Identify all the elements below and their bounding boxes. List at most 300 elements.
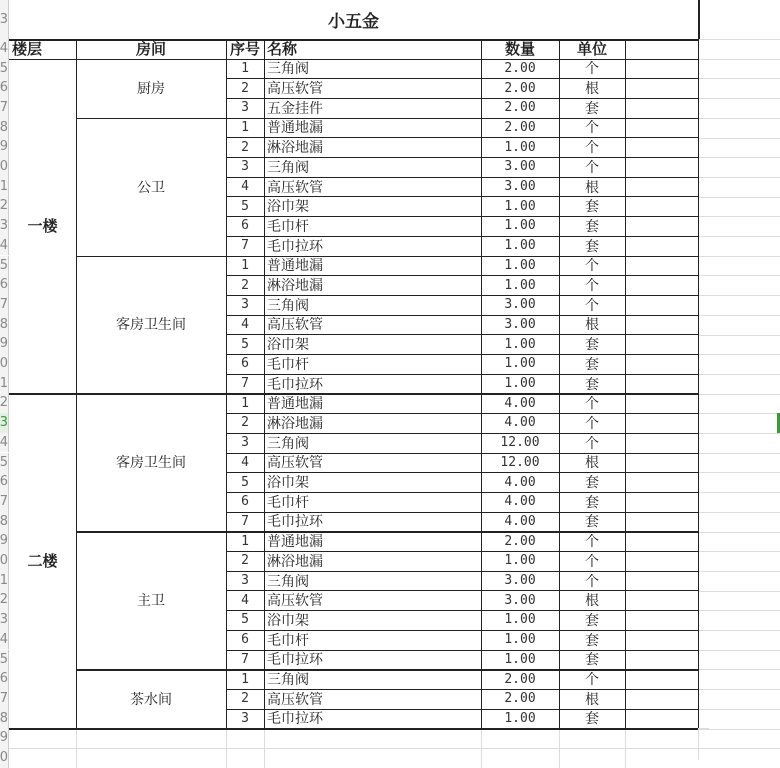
item-qty[interactable]: 4.00 xyxy=(504,513,536,529)
item-unit[interactable]: 根 xyxy=(585,179,599,196)
cell-border xyxy=(226,216,698,217)
item-qty[interactable]: 2.00 xyxy=(504,533,536,549)
item-name[interactable]: 淋浴地漏 xyxy=(267,278,323,295)
item-blank[interactable] xyxy=(625,393,698,413)
item-blank[interactable] xyxy=(625,630,698,650)
item-seq[interactable]: 2 xyxy=(241,277,249,293)
gridline xyxy=(9,748,709,749)
gridline xyxy=(698,98,780,99)
item-qty[interactable]: 3.00 xyxy=(504,297,536,313)
cell-border xyxy=(226,236,698,237)
item-qty[interactable]: 4.00 xyxy=(504,494,536,510)
item-blank[interactable] xyxy=(625,275,698,295)
cell-border xyxy=(226,137,698,138)
gridline xyxy=(559,728,560,768)
room-name[interactable]: 茶水间 xyxy=(130,691,172,708)
item-unit[interactable]: 根 xyxy=(585,81,599,98)
item-blank[interactable] xyxy=(625,453,698,473)
item-qty[interactable]: 4.00 xyxy=(504,474,536,490)
item-qty[interactable]: 12.00 xyxy=(500,454,540,470)
item-seq[interactable]: 7 xyxy=(241,238,249,254)
item-blank[interactable] xyxy=(625,78,698,98)
item-blank[interactable] xyxy=(625,433,698,453)
row-number[interactable]: 7 xyxy=(0,689,9,709)
row-number[interactable]: 4 xyxy=(0,236,9,256)
item-name[interactable]: 普通地漏 xyxy=(267,258,323,275)
room-name[interactable]: 厨房 xyxy=(137,81,165,98)
item-name[interactable]: 高压软管 xyxy=(267,81,323,98)
item-name[interactable]: 毛巾拉环 xyxy=(267,711,323,728)
cell-border xyxy=(226,630,698,631)
gridline xyxy=(698,354,780,355)
row-number[interactable]: 2 xyxy=(0,196,9,216)
item-seq[interactable]: 4 xyxy=(241,592,249,608)
item-qty[interactable]: 2.00 xyxy=(504,671,536,687)
room-border xyxy=(76,118,698,120)
gridline xyxy=(698,453,780,454)
col-border xyxy=(559,39,560,728)
cell-border xyxy=(226,334,698,335)
item-unit[interactable]: 个 xyxy=(585,159,599,176)
item-name[interactable]: 普通地漏 xyxy=(267,534,323,551)
item-qty[interactable]: 1.00 xyxy=(504,376,536,392)
room-border xyxy=(76,256,698,258)
item-name[interactable]: 浴巾架 xyxy=(267,199,309,216)
row-number[interactable]: 6 xyxy=(0,78,9,98)
header-room[interactable]: 房间 xyxy=(135,40,166,59)
row-number[interactable]: 7 xyxy=(0,98,9,118)
row-number[interactable]: 5 xyxy=(0,59,9,79)
item-name[interactable]: 毛巾拉环 xyxy=(267,238,323,255)
item-blank[interactable] xyxy=(625,374,698,394)
item-blank[interactable] xyxy=(625,610,698,630)
cell-border xyxy=(226,98,698,99)
header-blank[interactable] xyxy=(625,39,698,59)
row-number[interactable]: 4 xyxy=(0,39,9,59)
gridline xyxy=(698,335,780,336)
item-name[interactable]: 淋浴地漏 xyxy=(267,140,323,157)
gridline xyxy=(226,728,227,768)
gridline xyxy=(698,748,780,749)
row-number[interactable]: 9 xyxy=(0,137,9,157)
item-qty[interactable]: 3.00 xyxy=(504,573,536,589)
item-name[interactable]: 五金挂件 xyxy=(267,100,323,117)
item-name[interactable]: 三角阀 xyxy=(267,435,309,452)
item-unit[interactable]: 套 xyxy=(585,475,599,492)
gridline xyxy=(76,728,77,768)
item-blank[interactable] xyxy=(625,669,698,689)
row-number[interactable]: 5 xyxy=(0,650,9,670)
gridline xyxy=(698,512,780,513)
item-blank[interactable] xyxy=(625,137,698,157)
item-qty[interactable]: 1.00 xyxy=(504,218,536,234)
gridline xyxy=(698,689,780,690)
gridline xyxy=(698,729,780,730)
gridline xyxy=(698,177,780,178)
gridline xyxy=(698,59,780,60)
floor-name[interactable]: 二楼 xyxy=(27,552,58,571)
header-qty[interactable]: 数量 xyxy=(504,40,535,59)
row-number[interactable]: 1 xyxy=(0,374,9,394)
item-qty[interactable]: 3.00 xyxy=(504,159,536,175)
item-name[interactable]: 高压软管 xyxy=(267,691,323,708)
gridline xyxy=(698,669,780,670)
header-floor[interactable]: 楼层 xyxy=(12,40,43,59)
gridline xyxy=(698,256,780,257)
item-blank[interactable] xyxy=(625,216,698,236)
gridline xyxy=(698,610,780,611)
gridline xyxy=(698,216,780,217)
row-number[interactable]: 3 xyxy=(0,0,9,39)
item-blank[interactable] xyxy=(625,295,698,315)
item-seq[interactable]: 6 xyxy=(241,632,249,648)
gridline xyxy=(698,394,780,395)
row-number[interactable]: 9 xyxy=(0,334,9,354)
gridline xyxy=(698,433,780,434)
row-number[interactable]: 6 xyxy=(0,669,9,689)
cell-border xyxy=(226,610,698,611)
floor-name[interactable]: 一楼 xyxy=(27,217,58,236)
item-seq[interactable]: 1 xyxy=(241,671,249,687)
item-seq[interactable]: 3 xyxy=(241,435,249,451)
gridline xyxy=(698,709,780,710)
item-qty[interactable]: 1.00 xyxy=(504,139,536,155)
gridline xyxy=(698,138,780,139)
item-name[interactable]: 浴巾架 xyxy=(267,612,309,629)
item-qty[interactable]: 1.00 xyxy=(504,612,536,628)
item-blank[interactable] xyxy=(625,98,698,118)
item-seq[interactable]: 7 xyxy=(241,513,249,529)
item-unit[interactable]: 套 xyxy=(585,612,599,629)
item-qty[interactable]: 2.00 xyxy=(504,80,536,96)
item-unit[interactable]: 根 xyxy=(585,593,599,610)
row-number[interactable]: 3 xyxy=(0,216,9,236)
item-name[interactable]: 高压软管 xyxy=(267,593,323,610)
room-name[interactable]: 客房卫生间 xyxy=(116,455,186,472)
gridline xyxy=(264,728,265,768)
item-seq[interactable]: 2 xyxy=(241,139,249,155)
item-blank[interactable] xyxy=(625,531,698,551)
row-number[interactable]: 6 xyxy=(0,275,9,295)
item-qty[interactable]: 1.00 xyxy=(504,710,536,726)
gridline xyxy=(698,374,780,375)
gridline xyxy=(698,591,780,592)
item-blank[interactable] xyxy=(625,413,698,433)
item-name[interactable]: 三角阀 xyxy=(267,573,309,590)
gridline xyxy=(698,295,780,296)
row-number[interactable]: 8 xyxy=(0,709,9,729)
item-qty[interactable]: 12.00 xyxy=(500,435,540,451)
row-number[interactable]: 8 xyxy=(0,118,9,138)
item-seq[interactable]: 3 xyxy=(241,573,249,589)
item-blank[interactable] xyxy=(625,236,698,256)
item-blank[interactable] xyxy=(625,571,698,591)
item-unit[interactable]: 套 xyxy=(585,356,599,373)
item-blank[interactable] xyxy=(625,492,698,512)
cell-border xyxy=(226,512,698,513)
item-qty[interactable]: 3.00 xyxy=(504,316,536,332)
cell-border xyxy=(226,650,698,651)
item-seq[interactable]: 6 xyxy=(241,356,249,372)
item-blank[interactable] xyxy=(625,472,698,492)
item-name[interactable]: 浴巾架 xyxy=(267,337,309,354)
item-unit[interactable]: 根 xyxy=(585,317,599,334)
item-seq[interactable]: 5 xyxy=(241,336,249,352)
item-seq[interactable]: 2 xyxy=(241,80,249,96)
room-name[interactable]: 主卫 xyxy=(137,593,165,610)
gridline xyxy=(625,728,626,768)
item-name[interactable]: 淋浴地漏 xyxy=(267,553,323,570)
room-border xyxy=(76,531,698,533)
item-name[interactable]: 毛巾杆 xyxy=(267,218,309,235)
border xyxy=(9,39,698,41)
item-seq[interactable]: 6 xyxy=(241,494,249,510)
cell-border xyxy=(226,709,698,710)
item-seq[interactable]: 1 xyxy=(241,533,249,549)
item-unit[interactable]: 个 xyxy=(585,120,599,137)
item-name[interactable]: 淋浴地漏 xyxy=(267,415,323,432)
cell-border xyxy=(226,374,698,375)
row-number[interactable]: 2 xyxy=(0,590,9,610)
gridline xyxy=(698,532,780,533)
cell-border xyxy=(226,413,698,414)
col-border xyxy=(698,0,700,39)
item-unit[interactable]: 套 xyxy=(585,376,599,393)
cell-border xyxy=(226,157,698,158)
gridline xyxy=(698,492,780,493)
item-unit[interactable]: 套 xyxy=(585,337,599,354)
item-name[interactable]: 毛巾杆 xyxy=(267,356,309,373)
item-seq[interactable]: 2 xyxy=(241,415,249,431)
gridline xyxy=(698,571,780,572)
item-unit[interactable]: 套 xyxy=(585,218,599,235)
item-qty[interactable]: 2.00 xyxy=(504,691,536,707)
item-seq[interactable]: 3 xyxy=(241,100,249,116)
row-number[interactable]: 4 xyxy=(0,630,9,650)
gridline xyxy=(698,650,780,651)
item-blank[interactable] xyxy=(625,689,698,709)
item-unit[interactable]: 套 xyxy=(585,100,599,117)
cell-border xyxy=(226,453,698,454)
row-number[interactable]: 2 xyxy=(0,393,9,413)
row-number[interactable]: 3 xyxy=(0,610,9,630)
item-unit[interactable]: 个 xyxy=(585,573,599,590)
item-blank[interactable] xyxy=(625,354,698,374)
row-number[interactable]: 1 xyxy=(0,571,9,591)
item-blank[interactable] xyxy=(625,590,698,610)
item-unit[interactable]: 套 xyxy=(585,652,599,669)
gridline xyxy=(698,118,780,119)
row-number[interactable]: 8 xyxy=(0,315,9,335)
item-seq[interactable]: 7 xyxy=(241,651,249,667)
item-name[interactable]: 高压软管 xyxy=(267,455,323,472)
row-number[interactable]: 7 xyxy=(0,295,9,315)
cell-border xyxy=(226,551,698,552)
row-number[interactable]: 7 xyxy=(0,492,9,512)
item-seq[interactable]: 4 xyxy=(241,179,249,195)
row-number[interactable]: 5 xyxy=(0,256,9,276)
item-qty[interactable]: 2.00 xyxy=(504,119,536,135)
item-name[interactable]: 毛巾杆 xyxy=(267,494,309,511)
col-border xyxy=(698,39,699,728)
item-unit[interactable]: 个 xyxy=(585,553,599,570)
item-unit[interactable]: 个 xyxy=(585,415,599,432)
item-name[interactable]: 毛巾拉环 xyxy=(267,652,323,669)
item-seq[interactable]: 3 xyxy=(241,297,249,313)
cell-border xyxy=(226,472,698,473)
item-blank[interactable] xyxy=(625,512,698,532)
item-unit[interactable]: 个 xyxy=(585,297,599,314)
item-blank[interactable] xyxy=(625,650,698,670)
border xyxy=(9,728,698,730)
item-unit[interactable]: 个 xyxy=(585,672,599,689)
row-number[interactable]: 5 xyxy=(0,453,9,473)
item-seq[interactable]: 5 xyxy=(241,612,249,628)
item-name[interactable]: 高压软管 xyxy=(267,317,323,334)
item-qty[interactable]: 4.00 xyxy=(504,395,536,411)
floor-border xyxy=(9,59,76,61)
gridline xyxy=(698,236,780,237)
cell-border xyxy=(226,315,698,316)
item-qty[interactable]: 2.00 xyxy=(504,100,536,116)
item-seq[interactable]: 5 xyxy=(241,474,249,490)
item-name[interactable]: 三角阀 xyxy=(267,297,309,314)
item-qty[interactable]: 2.00 xyxy=(504,60,536,76)
item-seq[interactable]: 7 xyxy=(241,376,249,392)
room-border xyxy=(76,393,698,395)
row-number[interactable]: 9 xyxy=(0,728,9,748)
cell-border xyxy=(226,354,698,355)
item-seq[interactable]: 3 xyxy=(241,159,249,175)
gridline xyxy=(698,78,780,79)
item-seq[interactable]: 3 xyxy=(241,710,249,726)
cell-border xyxy=(226,492,698,493)
item-blank[interactable] xyxy=(625,118,698,138)
item-seq[interactable]: 4 xyxy=(241,316,249,332)
cell-border xyxy=(226,433,698,434)
item-qty[interactable]: 1.00 xyxy=(504,336,536,352)
cell-border xyxy=(226,275,698,276)
item-name[interactable]: 毛巾杆 xyxy=(267,632,309,649)
item-blank[interactable] xyxy=(625,334,698,354)
room-name[interactable]: 客房卫生间 xyxy=(116,317,186,334)
item-qty[interactable]: 1.00 xyxy=(504,651,536,667)
item-unit[interactable]: 根 xyxy=(585,691,599,708)
row-number[interactable]: 0 xyxy=(0,157,9,177)
item-blank[interactable] xyxy=(625,196,698,216)
item-blank[interactable] xyxy=(625,709,698,729)
item-qty[interactable]: 4.00 xyxy=(504,415,536,431)
header-seq[interactable]: 序号 xyxy=(229,40,260,59)
item-seq[interactable]: 1 xyxy=(241,257,249,273)
item-name[interactable]: 浴巾架 xyxy=(267,475,309,492)
row-number[interactable]: 4 xyxy=(0,433,9,453)
row-number[interactable]: 6 xyxy=(0,472,9,492)
col-border xyxy=(625,39,626,728)
room-name[interactable]: 公卫 xyxy=(137,179,165,196)
row-number[interactable]: 0 xyxy=(0,748,9,768)
item-unit[interactable]: 个 xyxy=(585,534,599,551)
item-name[interactable]: 高压软管 xyxy=(267,179,323,196)
item-seq[interactable]: 1 xyxy=(241,395,249,411)
item-unit[interactable]: 个 xyxy=(585,278,599,295)
cell-border xyxy=(226,689,698,690)
item-unit[interactable]: 个 xyxy=(585,140,599,157)
item-seq[interactable]: 1 xyxy=(241,60,249,76)
item-name[interactable]: 三角阀 xyxy=(267,159,309,176)
item-unit[interactable]: 套 xyxy=(585,711,599,728)
item-unit[interactable]: 个 xyxy=(585,258,599,275)
row-number[interactable]: 3 xyxy=(0,413,9,433)
row-number[interactable]: 0 xyxy=(0,551,9,571)
item-name[interactable]: 普通地漏 xyxy=(267,396,323,413)
col-border xyxy=(226,39,227,728)
item-seq[interactable]: 1 xyxy=(241,119,249,135)
item-name[interactable]: 毛巾拉环 xyxy=(267,376,323,393)
item-blank[interactable] xyxy=(625,551,698,571)
item-unit[interactable]: 个 xyxy=(585,61,599,78)
gridline xyxy=(698,39,780,40)
item-qty[interactable]: 1.00 xyxy=(504,632,536,648)
item-unit[interactable]: 套 xyxy=(585,238,599,255)
gridline xyxy=(698,315,780,316)
item-qty[interactable]: 1.00 xyxy=(504,238,536,254)
item-unit[interactable]: 根 xyxy=(585,455,599,472)
item-blank[interactable] xyxy=(625,315,698,335)
room-border xyxy=(76,59,698,61)
item-qty[interactable]: 3.00 xyxy=(504,179,536,195)
cell-border xyxy=(226,196,698,197)
item-blank[interactable] xyxy=(625,177,698,197)
item-seq[interactable]: 2 xyxy=(241,691,249,707)
header-unit[interactable]: 单位 xyxy=(576,40,607,59)
gridline xyxy=(698,551,780,552)
row-number[interactable]: 9 xyxy=(0,531,9,551)
item-qty[interactable]: 1.00 xyxy=(504,277,536,293)
item-qty[interactable]: 1.00 xyxy=(504,198,536,214)
item-unit[interactable]: 套 xyxy=(585,632,599,649)
row-number[interactable]: 1 xyxy=(0,177,9,197)
header-name[interactable]: 名称 xyxy=(267,40,298,59)
row-number[interactable]: 8 xyxy=(0,512,9,532)
item-seq[interactable]: 4 xyxy=(241,454,249,470)
item-unit[interactable]: 套 xyxy=(585,514,599,531)
item-blank[interactable] xyxy=(625,59,698,79)
item-name[interactable]: 三角阀 xyxy=(267,61,309,78)
item-blank[interactable] xyxy=(625,157,698,177)
item-name[interactable]: 三角阀 xyxy=(267,672,309,689)
item-name[interactable]: 普通地漏 xyxy=(267,120,323,137)
sheet-title[interactable]: 小五金 xyxy=(328,12,379,32)
row-number[interactable]: 0 xyxy=(0,354,9,374)
item-qty[interactable]: 1.00 xyxy=(504,257,536,273)
item-qty[interactable]: 1.00 xyxy=(504,356,536,372)
item-unit[interactable]: 个 xyxy=(585,435,599,452)
item-unit[interactable]: 套 xyxy=(585,199,599,216)
floor-border xyxy=(9,393,76,395)
item-qty[interactable]: 1.00 xyxy=(504,553,536,569)
item-seq[interactable]: 6 xyxy=(241,218,249,234)
gridline xyxy=(698,275,780,276)
item-unit[interactable]: 个 xyxy=(585,396,599,413)
item-blank[interactable] xyxy=(625,256,698,276)
item-qty[interactable]: 3.00 xyxy=(504,592,536,608)
item-seq[interactable]: 5 xyxy=(241,198,249,214)
item-seq[interactable]: 2 xyxy=(241,553,249,569)
item-unit[interactable]: 套 xyxy=(585,494,599,511)
cell-border xyxy=(226,177,698,178)
item-name[interactable]: 毛巾拉环 xyxy=(267,514,323,531)
